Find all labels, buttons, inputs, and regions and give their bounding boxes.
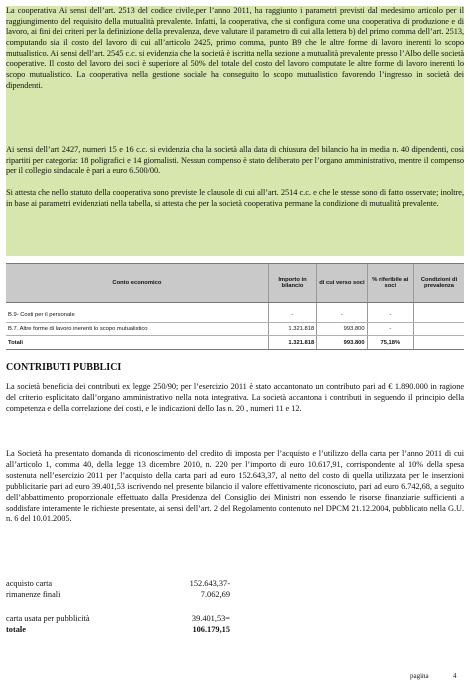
total-percentuale: 75,18% [367,336,413,350]
table-row [6,309,464,322]
header-conto-economico: Conto economico [6,264,268,303]
dipendenti-paragraph: Ai sensi dell’art 2427, numeri 15 e 16 c.c. si evidenzia cha la società alla data di chiusura del bilancio ha in media n. 40 dipendenti, così ripartiti per categoria: 18 poligrafici e 14 giornalisti. Nessun compenso è stato deliberato per l’organo amministrativo, mentre il compenso per il collegio sindacale è pari a euro 6.500/00. [6,145,464,176]
row-label: B.7. Altre forme di lavoro inerenti lo scopo mutualistico [6,322,268,336]
page-number: 4 [453,672,457,680]
row-percentuale: - [367,322,413,336]
amount-value: 39.401,53= [191,614,230,623]
amount-label: rimanenze finali [6,590,61,599]
mutualita-paragraph: La cooperativa Ai sensi dell’art. 2513 del codice civile,per l’anno 2011, ha raggiunto i parametri previsti dal medesimo articolo per il raggiungimento del requisito della mutualità prevalente. Infatti, la cooperativa, che si configura come una cooperativa di produzione e di lavoro, ai fini dei criteri per la definizione della prevalenza, deve valutare il parametro di cui alla lettera b) del primo comma dell’art. 2513, computando sia il costo del lavoro di cui all’articolo 2425, primo comma, punto B9 che le altre forme di lavoro inerenti lo scopo mutualistico. Ai sensi dell’art. 2545 c.c. si evidenzia che la società è iscritta nella sezione a mutualità prevalente presso l’Albo delle società cooperative. Il costo del lavoro dei soci è superiore al 50% del totale del costo del lavoro computate le altre forme di lavoro inerenti lo scopo mutualistico. La cooperativa nella gestione sociale ha conseguito lo scopo mutualistico favorendo l’ingresso in società dei dipendenti. [6,6,464,90]
page-label: pagina [410,672,429,680]
statuto-paragraph: Si attesta che nello statuto della cooperativa sono previste le clausole di cui all’art. 2514 c.c. e che le stesse sono di fatto osservate; inoltre, in base ai parametri evidenziati nella tabella, si attesta che per la società cooperativa permane la condizione di mutualità prevalente. [6,188,464,208]
credito-imposta-paragraph: La Società ha presentato domanda di riconoscimento del credito di imposta per l’acquisto e l’utilizzo della carta per l’anno 2011 di cui all’articolo 1, comma 40, della legge 13 dicembre 2010, n. 220 per l’importo di euro 10.617,91, corrispondente al 10% della spesa sostenuta nell’esercizio 2011 per l’acquisto della carta pari ad euro 152.643,37, al netto del costo di quella utilizzata per le inserzioni pubblicitarie pari ad euro 39.401,53 iscrivendo nel presente bilancio il valore effettivamente riconosciuto, pari ad euro 6.742,68, a seguito dell’abbattimento proporzionale effettuato dalla Presidenza del Consiglio dei Ministri non essendo le risorse finanziarie sufficienti a soddisfare interamente le richieste presentate, ai sensi dell’art. 2 del Regolamento contenuto nel DPCM 21.12.2004, pubblicato nella G.U. n. 6 del 10.01.2005. [6,449,464,524]
total-soci: 993.800 [317,336,367,350]
header-percentuale: % riferibile ai soci [367,264,413,303]
table-row [6,322,464,336]
table-header-row [6,264,464,303]
prevalenza-table [6,263,464,350]
amount-label: acquisto carta [6,579,53,588]
row-soci: - [317,309,367,322]
contributi-paragraph: La società beneficia dei contributi ex legge 250/90; per l’esercizio 2011 è stato accantonato un contributo pari ad € 1.890.000 in ragione del criterio esplicitato dall’organo amministrativo nella nota integrativa. La società accantona i contributi in seguendo il principio della competenza e della correlazione dei costi, e le indicazioni dello Ias n. 20 , numeri 11 e 12. [6,382,464,413]
row-importo: 1.321.818 [268,322,316,336]
header-soci: di cui verso soci [317,264,367,303]
table-total-row [6,336,464,350]
row-soci: 993.800 [317,322,367,336]
header-importo: Importo in bilancio [268,264,316,303]
row-condizioni [414,322,464,336]
amount-label: carta usata per pubblicità [6,614,90,623]
row-importo: - [268,309,316,322]
section-title: CONTRIBUTI PUBBLICI [6,362,122,373]
header-condizioni: Condizioni di prevalenza [414,264,464,303]
total-amount-label: totale [6,625,26,634]
amount-value: 152.643,37- [189,579,230,588]
row-condizioni [414,309,464,322]
total-importo: 1.321.818 [268,336,316,350]
amount-value: 7.062,69 [200,590,230,599]
total-condizioni [414,336,464,350]
row-percentuale: - [367,309,413,322]
total-amount-value: 106.179,15 [192,625,230,634]
row-label: B.9- Costi per il personale [6,309,268,322]
total-label: Totali [6,336,268,350]
